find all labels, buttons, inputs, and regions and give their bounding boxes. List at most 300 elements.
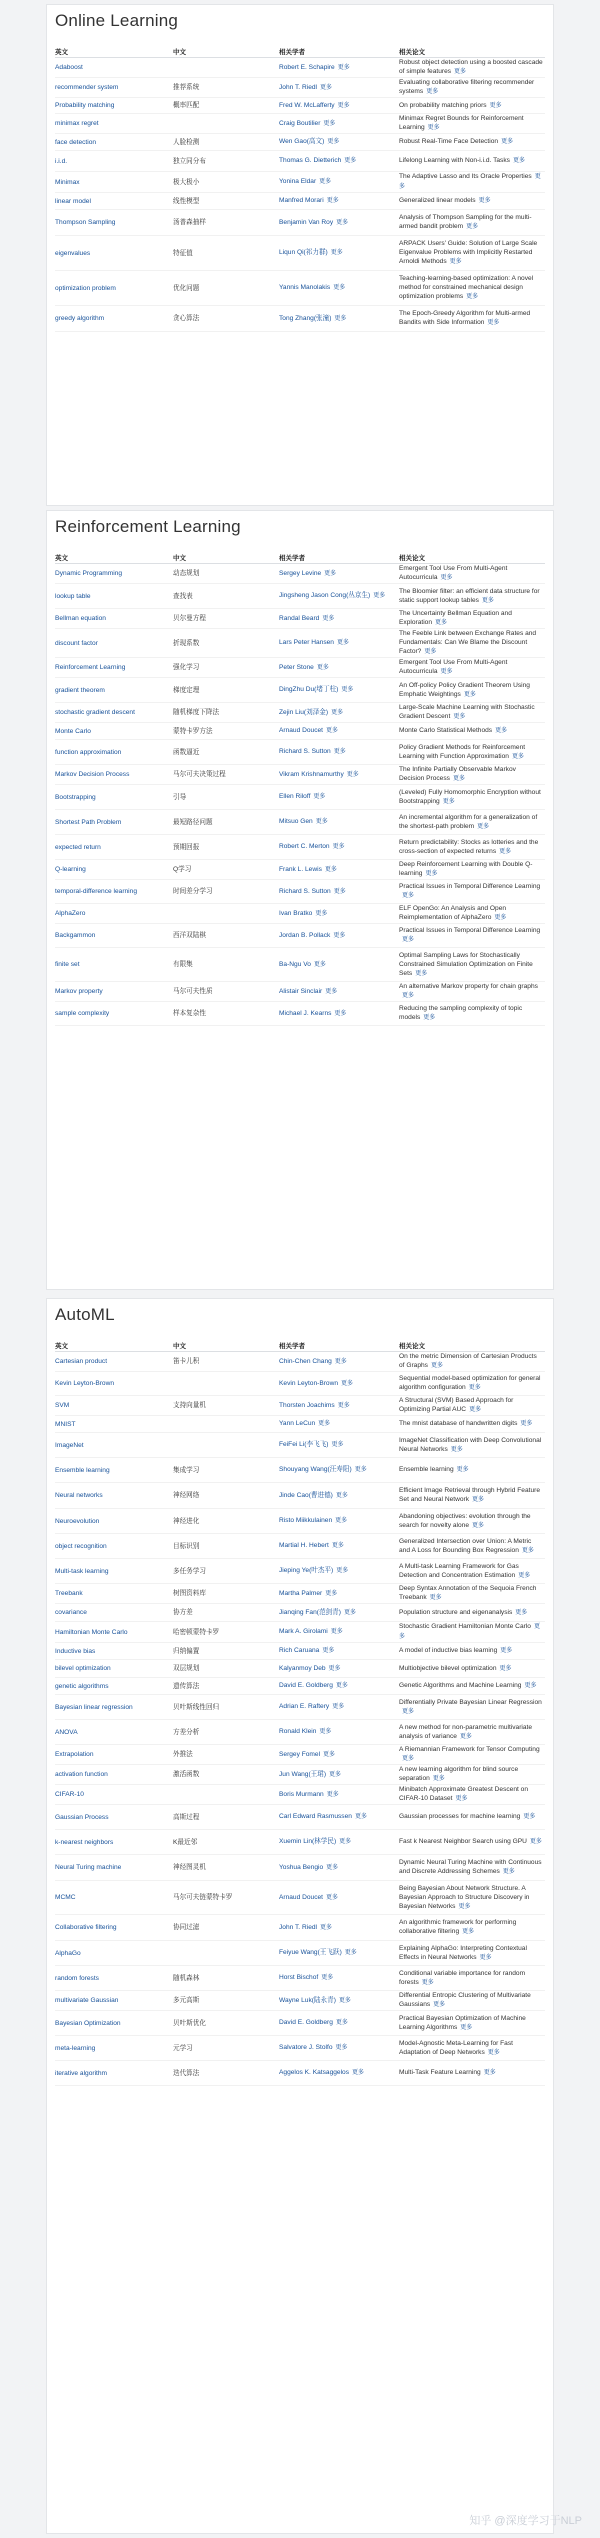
term-english-link[interactable]: lookup table (55, 584, 173, 609)
paper-link[interactable]: Robust object detection using a boosted cascade of simple features (399, 59, 543, 75)
term-english-link[interactable]: multivariate Gaussian (55, 1991, 173, 2011)
term-english-link[interactable]: Multi-task learning (55, 1559, 173, 1584)
more-papers-link[interactable]: 更多 (458, 1903, 471, 1910)
more-scholars-link[interactable]: 更多 (326, 1791, 339, 1798)
term-english-link[interactable]: expected return (55, 835, 173, 860)
scholar-link[interactable]: Wayne Luk(陆永青) (279, 1996, 336, 2004)
more-scholars-link[interactable]: 更多 (333, 749, 346, 755)
scholar-link[interactable]: Jordan B. Pollack (279, 931, 331, 939)
more-papers-link[interactable]: 更多 (515, 1609, 528, 1616)
scholar-link[interactable]: Vikram Krishnamurthy (279, 770, 344, 778)
paper-link[interactable]: The Uncertainty Bellman Equation and Exploration (399, 610, 512, 626)
term-english-link[interactable]: CIFAR-10 (55, 1785, 173, 1805)
more-papers-link[interactable]: 更多 (479, 1954, 492, 1961)
more-scholars-link[interactable]: 更多 (354, 1814, 367, 1820)
more-scholars-link[interactable]: 更多 (330, 1629, 343, 1635)
more-papers-link[interactable]: 更多 (466, 294, 479, 300)
term-english-link[interactable]: object recognition (55, 1534, 173, 1559)
more-scholars-link[interactable]: 更多 (335, 1518, 348, 1524)
more-papers-link[interactable]: 更多 (472, 1522, 485, 1529)
term-english-link[interactable]: genetic algorithms (55, 1678, 173, 1695)
more-scholars-link[interactable]: 更多 (324, 866, 337, 873)
more-papers-link[interactable]: 更多 (477, 823, 490, 830)
more-scholars-link[interactable]: 更多 (346, 771, 359, 778)
more-scholars-link[interactable]: 更多 (315, 910, 328, 917)
scholar-link[interactable]: Jinde Cao(曹进德) (279, 1491, 333, 1499)
scholar-link[interactable]: Salvatore J. Stolfo (279, 2044, 333, 2051)
more-scholars-link[interactable]: 更多 (326, 1864, 339, 1871)
term-english-link[interactable]: SVM (55, 1396, 173, 1416)
more-scholars-link[interactable]: 更多 (336, 1568, 349, 1574)
scholar-link[interactable]: Sergey Levine (279, 569, 322, 577)
scholar-link[interactable]: Robert C. Merton (279, 843, 330, 850)
scholar-link[interactable]: Shouyang Wang(汪寿阳) (279, 1466, 352, 1473)
more-papers-link[interactable]: 更多 (518, 1572, 531, 1579)
paper-link[interactable]: Practical Issues in Temporal Difference Learning (399, 883, 541, 890)
paper-link[interactable]: Monte Carlo Statistical Methods (399, 727, 493, 734)
term-english-link[interactable]: Monte Carlo (55, 723, 173, 740)
scholar-link[interactable]: Thomas G. Dietterich (279, 157, 342, 164)
more-papers-link[interactable]: 更多 (529, 1839, 542, 1845)
more-scholars-link[interactable]: 更多 (354, 1467, 367, 1473)
scholar-link[interactable]: Mark A. Girolami (279, 1628, 328, 1635)
more-scholars-link[interactable]: 更多 (332, 844, 345, 850)
paper-link[interactable]: Model-Agnostic Meta-Learning for Fast Adaptation of Deep Networks (399, 2039, 513, 2056)
paper-link[interactable]: An algorithmic framework for performing collaborative filtering (399, 1919, 517, 1935)
more-papers-link[interactable]: 更多 (402, 993, 415, 999)
paper-link[interactable]: Sequential model-based optimization for general algorithm configuration (399, 1375, 541, 1391)
scholar-link[interactable]: Randal Beard (279, 614, 320, 622)
more-papers-link[interactable]: 更多 (453, 714, 466, 720)
more-scholars-link[interactable]: 更多 (333, 932, 346, 939)
term-english-link[interactable]: finite set (55, 948, 173, 982)
term-english-link[interactable]: Markov property (55, 982, 173, 1002)
term-english-link[interactable]: ANOVA (55, 1720, 173, 1745)
term-english-link[interactable]: Gaussian Process (55, 1805, 173, 1830)
more-scholars-link[interactable]: 更多 (318, 1421, 331, 1427)
more-scholars-link[interactable]: 更多 (323, 1751, 336, 1758)
scholar-link[interactable]: Jun Wang(王珺) (279, 1770, 327, 1778)
scholar-link[interactable]: Tong Zhang(张潼) (279, 314, 332, 322)
paper-link[interactable]: Multiobjective bilevel optimization (399, 1664, 497, 1672)
more-papers-link[interactable]: 更多 (468, 1385, 481, 1391)
term-english-link[interactable]: Thompson Sampling (55, 210, 173, 236)
paper-link[interactable]: ELF OpenGo: An Analysis and Open Reimplementation of AlphaZero (399, 905, 507, 921)
term-english-link[interactable]: covariance (55, 1604, 173, 1622)
paper-link[interactable]: Emergent Tool Use From Multi-Agent Autocurricula (399, 659, 508, 675)
paper-link[interactable]: ImageNet Classification with Deep Convolutional Neural Networks (399, 1436, 542, 1453)
more-papers-link[interactable]: 更多 (462, 1929, 475, 1935)
term-english-link[interactable]: optimization problem (55, 271, 173, 306)
term-english-link[interactable]: Neural networks (55, 1483, 173, 1509)
more-papers-link[interactable]: 更多 (454, 69, 467, 75)
term-english-link[interactable]: Reinforcement Learning (55, 658, 173, 678)
scholar-link[interactable]: David E. Goldberg (279, 1682, 333, 1689)
more-scholars-link[interactable]: 更多 (335, 1492, 348, 1499)
term-english-link[interactable]: ImageNet (55, 1433, 173, 1458)
scholar-link[interactable]: John T. Riedl (279, 83, 317, 91)
paper-link[interactable]: Genetic Algorithms and Machine Learning (399, 1682, 522, 1689)
term-english-link[interactable]: function approximation (55, 740, 173, 765)
scholar-link[interactable]: John T. Riedl (279, 1923, 317, 1931)
more-papers-link[interactable]: 更多 (402, 1708, 415, 1715)
term-english-link[interactable]: Inductive bias (55, 1643, 173, 1660)
more-scholars-link[interactable]: 更多 (323, 120, 336, 127)
term-english-link[interactable]: gradient theorem (55, 678, 173, 703)
more-papers-link[interactable]: 更多 (511, 753, 524, 760)
more-scholars-link[interactable]: 更多 (335, 2020, 348, 2026)
more-scholars-link[interactable]: 更多 (334, 1358, 347, 1365)
paper-link[interactable]: Policy Gradient Methods for Reinforcement Learning with Function Approximation (399, 743, 526, 760)
more-papers-link[interactable]: 更多 (423, 1015, 436, 1021)
scholar-link[interactable]: DingZhu Du(堵丁柱) (279, 686, 339, 693)
paper-link[interactable]: Generalized Intersection over Union: A Metric and A Loss for Bounding Box Regression (399, 1537, 532, 1554)
more-scholars-link[interactable]: 更多 (336, 219, 349, 226)
scholar-link[interactable]: Wen Gao(高文) (279, 138, 325, 145)
more-papers-link[interactable]: 更多 (432, 1776, 445, 1782)
paper-link[interactable]: Analysis of Thompson Sampling for the multi-armed bandit problem (399, 214, 532, 230)
scholar-link[interactable]: Fred W. McLafferty (279, 101, 335, 109)
more-scholars-link[interactable]: 更多 (326, 728, 339, 734)
paper-link[interactable]: Population structure and eigenanalysis (399, 1608, 513, 1616)
scholar-link[interactable]: Boris Murmann (279, 1790, 324, 1798)
scholar-link[interactable]: Yonina Eldar (279, 178, 317, 185)
more-papers-link[interactable]: 更多 (440, 575, 453, 581)
more-scholars-link[interactable]: 更多 (315, 819, 328, 825)
paper-link[interactable]: Large-Scale Machine Learning with Stochastic Gradient Descent (399, 704, 535, 720)
scholar-link[interactable]: Rich Caruana (279, 1647, 320, 1654)
term-english-link[interactable]: random forests (55, 1966, 173, 1991)
more-scholars-link[interactable]: 更多 (331, 709, 344, 716)
more-papers-link[interactable]: 更多 (523, 1814, 536, 1820)
more-papers-link[interactable]: 更多 (424, 649, 437, 655)
paper-link[interactable]: Evaluating collaborative filtering recommender systems (399, 79, 535, 95)
scholar-link[interactable]: Kalyanmoy Deb (279, 1664, 326, 1672)
scholar-link[interactable]: Jieping Ye(叶杰平) (279, 1567, 334, 1574)
more-papers-link[interactable]: 更多 (426, 89, 439, 95)
more-papers-link[interactable]: 更多 (495, 728, 508, 734)
paper-link[interactable]: The Bloomier filter: an efficient data structure for static support lookup tables (399, 587, 540, 604)
term-english-link[interactable]: MCMC (55, 1881, 173, 1915)
more-papers-link[interactable]: 更多 (449, 259, 462, 265)
more-scholars-link[interactable]: 更多 (326, 198, 339, 204)
more-scholars-link[interactable]: 更多 (328, 1665, 341, 1672)
scholar-link[interactable]: Chin-Chen Chang (279, 1357, 332, 1365)
more-scholars-link[interactable]: 更多 (327, 139, 340, 145)
paper-link[interactable]: On probability matching priors (399, 101, 487, 109)
paper-link[interactable]: Lifelong Learning with Non-i.i.d. Tasks (399, 157, 510, 164)
paper-link[interactable]: A new method for non-parametric multivariate analysis of variance (399, 1723, 533, 1740)
more-papers-link[interactable]: 更多 (459, 1733, 472, 1740)
more-scholars-link[interactable]: 更多 (338, 1997, 351, 2004)
scholar-link[interactable]: Zejin Liu(刘泽金) (279, 708, 329, 716)
scholar-link[interactable]: Richard S. Sutton (279, 748, 331, 755)
scholar-link[interactable]: Xuemin Lin(林学民) (279, 1838, 337, 1845)
paper-link[interactable]: (Leveled) Fully Homomorphic Encryption without Bootstrapping (399, 788, 541, 805)
more-scholars-link[interactable]: 更多 (331, 1442, 344, 1448)
paper-link[interactable]: Practical Issues in Temporal Difference Learning (399, 927, 541, 934)
scholar-link[interactable]: Martial H. Hebert (279, 1542, 329, 1549)
term-english-link[interactable]: Extrapolation (55, 1745, 173, 1765)
more-scholars-link[interactable]: 更多 (335, 1683, 348, 1689)
paper-link[interactable]: Generalized linear models (399, 197, 476, 204)
paper-link[interactable]: A model of inductive bias learning (399, 1647, 498, 1654)
paper-link[interactable]: The Feeble Link between Exchange Rates and Fundamentals: Can We Blame the Discount Factor? (399, 630, 537, 655)
more-papers-link[interactable]: 更多 (455, 1796, 468, 1802)
term-english-link[interactable]: greedy algorithm (55, 306, 173, 332)
paper-link[interactable]: A Riemannian Framework for Tensor Computing (399, 1746, 540, 1753)
term-english-link[interactable]: Probability matching (55, 98, 173, 114)
more-papers-link[interactable]: 更多 (520, 1421, 533, 1427)
more-scholars-link[interactable]: 更多 (373, 593, 386, 599)
term-english-link[interactable]: Cartesian product (55, 1352, 173, 1372)
more-scholars-link[interactable]: 更多 (333, 888, 346, 895)
scholar-link[interactable]: Kevin Leyton-Brown (279, 1379, 339, 1387)
more-papers-link[interactable]: 更多 (399, 1624, 540, 1640)
paper-link[interactable]: Robust Real-Time Face Detection (399, 138, 499, 145)
paper-link[interactable]: Optimal Sampling Laws for Stochastically Constrained Simulation Optimization on Finite Sets (399, 951, 533, 977)
paper-link[interactable]: Efficient Image Retrieval through Hybrid Feature Set and Neural Network (399, 1487, 540, 1503)
term-english-link[interactable]: sample complexity (55, 1002, 173, 1026)
paper-link[interactable]: ARPACK Users' Guide: Solution of Large Scale Eigenvalue Problems with Implicitly Restarted Arnoldi Methods (399, 240, 538, 265)
paper-link[interactable]: Reducing the sampling complexity of topic models (399, 1005, 523, 1021)
more-papers-link[interactable]: 更多 (427, 125, 440, 131)
more-scholars-link[interactable]: 更多 (322, 615, 335, 622)
paper-link[interactable]: Minibatch Approximate Greatest Descent on CIFAR-10 Dataset (399, 1786, 529, 1802)
more-scholars-link[interactable]: 更多 (316, 664, 329, 671)
paper-link[interactable]: Multi-Task Feature Learning (399, 2069, 481, 2076)
more-papers-link[interactable]: 更多 (469, 1407, 482, 1413)
paper-link[interactable]: The Adaptive Lasso and Its Oracle Properties (399, 173, 532, 180)
term-english-link[interactable]: Bayesian Optimization (55, 2011, 173, 2036)
paper-link[interactable]: Being Bayesian About Network Structure. A Bayesian Approach to Structure Discovery in Bayesian Networks (399, 1884, 530, 1910)
paper-link[interactable]: A Multi-task Learning Framework for Gas Detection and Concentration Estimation (399, 1562, 519, 1579)
paper-link[interactable]: The Epoch-Greedy Algorithm for Multi-armed Bandits with Side Information (399, 310, 531, 326)
more-scholars-link[interactable]: 更多 (331, 1543, 344, 1549)
scholar-link[interactable]: Feiyue Wang(王飞跃) (279, 1949, 342, 1956)
paper-link[interactable]: Gaussian processes for machine learning (399, 1813, 521, 1820)
more-papers-link[interactable]: 更多 (456, 1467, 469, 1473)
paper-link[interactable]: Explaining AlphaGo: Interpreting Contextual Effects in Neural Networks (399, 1944, 527, 1961)
more-scholars-link[interactable]: 更多 (336, 640, 349, 646)
scholar-link[interactable]: Ronald Klein (279, 1728, 317, 1735)
term-english-link[interactable]: Neuroevolution (55, 1509, 173, 1534)
scholar-link[interactable]: Manfred Morari (279, 197, 324, 204)
paper-link[interactable]: An incremental algorithm for a generalization of the shortest-path problem (399, 813, 538, 830)
more-scholars-link[interactable]: 更多 (333, 285, 346, 291)
more-scholars-link[interactable]: 更多 (320, 84, 333, 91)
term-english-link[interactable]: Neural Turing machine (55, 1855, 173, 1881)
paper-link[interactable]: Abandoning objectives: evolution through the search for novelty alone (399, 1512, 531, 1529)
paper-link[interactable]: Conditional variable importance for random forests (399, 1969, 526, 1986)
paper-link[interactable]: The Infinite Partially Observable Markov Decision Process (399, 766, 516, 782)
term-english-link[interactable]: Bellman equation (55, 609, 173, 629)
more-scholars-link[interactable]: 更多 (319, 179, 332, 185)
more-papers-link[interactable]: 更多 (402, 893, 415, 899)
more-scholars-link[interactable]: 更多 (319, 1729, 332, 1735)
term-english-link[interactable]: Ensemble learning (55, 1458, 173, 1483)
term-english-link[interactable]: face detection (55, 134, 173, 151)
scholar-link[interactable]: Mitsuo Gen (279, 818, 313, 825)
scholar-link[interactable]: Risto Miikkulainen (279, 1517, 333, 1524)
paper-link[interactable]: The mnist database of handwritten digits (399, 1420, 518, 1427)
paper-link[interactable]: An alternative Markov property for chain graphs (399, 983, 538, 990)
scholar-link[interactable]: Liqun Qi(祁力群) (279, 249, 328, 256)
more-papers-link[interactable]: 更多 (442, 798, 455, 805)
more-papers-link[interactable]: 更多 (450, 1446, 463, 1453)
paper-link[interactable]: Minimax Regret Bounds for Reinforcement Learning (399, 115, 524, 131)
term-english-link[interactable]: stochastic gradient descent (55, 703, 173, 723)
paper-link[interactable]: A new learning algorithm for blind source separation (399, 1766, 519, 1782)
paper-link[interactable]: Stochastic Gradient Hamiltonian Monte Carlo (399, 1623, 531, 1630)
more-papers-link[interactable]: 更多 (399, 174, 541, 190)
more-papers-link[interactable]: 更多 (500, 1648, 513, 1654)
paper-link[interactable]: Deep Syntax Annotation of the Sequoia French Treebank (399, 1585, 537, 1601)
more-papers-link[interactable]: 更多 (521, 1547, 534, 1554)
more-papers-link[interactable]: 更多 (452, 776, 465, 782)
paper-link[interactable]: Practical Bayesian Optimization of Machine Learning Algorithms (399, 2014, 526, 2031)
more-scholars-link[interactable]: 更多 (341, 687, 354, 693)
term-english-link[interactable]: Markov Decision Process (55, 765, 173, 785)
more-papers-link[interactable]: 更多 (421, 1979, 434, 1986)
term-english-link[interactable]: MNIST (55, 1416, 173, 1433)
scholar-link[interactable]: Jingsheng Jason Cong(丛京生) (279, 592, 371, 599)
term-english-link[interactable]: i.i.d. (55, 151, 173, 172)
scholar-link[interactable]: Martha Palmer (279, 1589, 323, 1597)
paper-link[interactable]: Differential Entropic Clustering of Multivariate Gaussians (399, 1992, 531, 2008)
scholar-link[interactable]: Arnaud Doucet (279, 727, 323, 734)
more-scholars-link[interactable]: 更多 (352, 2070, 365, 2076)
more-papers-link[interactable]: 更多 (440, 669, 453, 675)
more-scholars-link[interactable]: 更多 (320, 1924, 333, 1931)
more-scholars-link[interactable]: 更多 (337, 1402, 350, 1409)
more-papers-link[interactable]: 更多 (466, 224, 479, 230)
scholar-link[interactable]: Benjamin Van Roy (279, 218, 334, 226)
term-english-link[interactable]: k-nearest neighbors (55, 1830, 173, 1855)
term-english-link[interactable]: Backgammon (55, 924, 173, 948)
term-english-link[interactable]: Shortest Path Problem (55, 810, 173, 835)
more-papers-link[interactable]: 更多 (425, 871, 438, 877)
term-english-link[interactable]: Hamiltonian Monte Carlo (55, 1622, 173, 1643)
paper-link[interactable]: A Structural (SVM) Based Approach for Optimizing Partial AUC (399, 1397, 514, 1413)
scholar-link[interactable]: Carl Edward Rasmussen (279, 1813, 352, 1820)
more-papers-link[interactable]: 更多 (460, 2024, 473, 2031)
more-scholars-link[interactable]: 更多 (334, 1010, 347, 1017)
more-scholars-link[interactable]: 更多 (343, 1609, 356, 1616)
more-papers-link[interactable]: 更多 (499, 848, 512, 855)
term-english-link[interactable]: AlphaZero (55, 904, 173, 924)
term-english-link[interactable]: Minimax (55, 172, 173, 193)
scholar-link[interactable]: Peter Stone (279, 663, 314, 671)
more-papers-link[interactable]: 更多 (499, 1665, 512, 1672)
scholar-link[interactable]: Robert E. Schapire (279, 63, 335, 71)
paper-link[interactable]: On the metric Dimension of Cartesian Products of Graphs (399, 1353, 537, 1369)
scholar-link[interactable]: Craig Boutilier (279, 119, 321, 127)
more-papers-link[interactable]: 更多 (402, 1756, 415, 1762)
more-scholars-link[interactable]: 更多 (332, 1704, 345, 1710)
paper-link[interactable]: Differentially Private Bayesian Linear Regression (399, 1698, 542, 1706)
more-scholars-link[interactable]: 更多 (325, 988, 338, 995)
more-papers-link[interactable]: 更多 (489, 102, 502, 109)
term-english-link[interactable]: Kevin Leyton-Brown (55, 1372, 173, 1396)
more-papers-link[interactable]: 更多 (501, 139, 514, 145)
more-scholars-link[interactable]: 更多 (334, 315, 347, 322)
more-scholars-link[interactable]: 更多 (337, 102, 350, 109)
more-papers-link[interactable]: 更多 (481, 597, 494, 604)
more-papers-link[interactable]: 更多 (463, 691, 476, 698)
more-papers-link[interactable]: 更多 (487, 2049, 500, 2056)
scholar-link[interactable]: Thorsten Joachims (279, 1401, 335, 1409)
term-english-link[interactable]: Bayesian linear regression (55, 1695, 173, 1720)
term-english-link[interactable]: Bootstrapping (55, 785, 173, 810)
paper-link[interactable]: Deep Reinforcement Learning with Double Q-learning (399, 861, 533, 877)
term-english-link[interactable]: Adaboost (55, 58, 173, 78)
more-scholars-link[interactable]: 更多 (321, 1975, 334, 1981)
more-scholars-link[interactable]: 更多 (329, 1771, 342, 1778)
term-english-link[interactable]: AlphaGo (55, 1941, 173, 1966)
scholar-link[interactable]: Aggelos K. Katsaggelos (279, 2069, 350, 2076)
scholar-link[interactable]: Yannis Manolakis (279, 284, 331, 291)
more-papers-link[interactable]: 更多 (487, 320, 500, 326)
more-scholars-link[interactable]: 更多 (313, 961, 326, 968)
more-scholars-link[interactable]: 更多 (341, 1380, 354, 1387)
scholar-link[interactable]: Jianqing Fan(范剑青) (279, 1608, 341, 1616)
more-scholars-link[interactable]: 更多 (324, 570, 337, 577)
more-scholars-link[interactable]: 更多 (322, 1648, 335, 1654)
term-english-link[interactable]: Collaborative filtering (55, 1915, 173, 1941)
term-english-link[interactable]: eigenvalues (55, 236, 173, 271)
more-scholars-link[interactable]: 更多 (326, 1894, 339, 1901)
more-papers-link[interactable]: 更多 (483, 2070, 496, 2076)
term-english-link[interactable]: Dynamic Programming (55, 564, 173, 584)
term-english-link[interactable]: meta-learning (55, 2036, 173, 2061)
term-english-link[interactable]: activation function (55, 1765, 173, 1785)
scholar-link[interactable]: Adrian E. Raftery (279, 1703, 330, 1710)
scholar-link[interactable]: Horst Bischof (279, 1974, 319, 1981)
term-english-link[interactable]: discount factor (55, 629, 173, 658)
more-papers-link[interactable]: 更多 (502, 1869, 515, 1875)
more-papers-link[interactable]: 更多 (430, 1363, 443, 1369)
paper-link[interactable]: Teaching-learning-based optimization: A novel method for constrained mechanical design optimization problems (399, 275, 534, 300)
term-english-link[interactable]: iterative algorithm (55, 2061, 173, 2086)
more-scholars-link[interactable]: 更多 (325, 1590, 338, 1597)
scholar-link[interactable]: David E. Goldberg (279, 2019, 333, 2026)
scholar-link[interactable]: Frank L. Lewis (279, 865, 322, 873)
scholar-link[interactable]: Michael J. Kearns (279, 1009, 332, 1017)
more-papers-link[interactable]: 更多 (433, 2002, 446, 2008)
scholar-link[interactable]: Lars Peter Hansen (279, 639, 334, 646)
term-english-link[interactable]: recommender system (55, 78, 173, 98)
more-papers-link[interactable]: 更多 (478, 198, 491, 204)
scholar-link[interactable]: Ivan Bratko (279, 909, 313, 917)
scholar-link[interactable]: Ellen Riloff (279, 793, 311, 800)
more-papers-link[interactable]: 更多 (429, 1595, 442, 1601)
scholar-link[interactable]: Ba-Ngu Vo (279, 960, 311, 968)
term-english-link[interactable]: Treebank (55, 1584, 173, 1604)
more-papers-link[interactable]: 更多 (512, 158, 525, 164)
paper-link[interactable]: Dynamic Neural Turing Machine with Continuous and Discrete Addressing Schemes (399, 1859, 542, 1875)
more-papers-link[interactable]: 更多 (435, 620, 448, 626)
more-papers-link[interactable]: 更多 (472, 1497, 485, 1503)
paper-link[interactable]: An Off-policy Policy Gradient Theorem Using Emphatic Weightings (399, 681, 530, 698)
scholar-link[interactable]: FeiFei Li(李飞飞) (279, 1441, 329, 1448)
term-english-link[interactable]: Q-learning (55, 860, 173, 880)
term-english-link[interactable]: minimax regret (55, 114, 173, 134)
more-scholars-link[interactable]: 更多 (344, 158, 357, 164)
term-english-link[interactable]: linear model (55, 193, 173, 210)
more-papers-link[interactable]: 更多 (494, 915, 507, 921)
term-english-link[interactable]: bilevel optimization (55, 1660, 173, 1678)
